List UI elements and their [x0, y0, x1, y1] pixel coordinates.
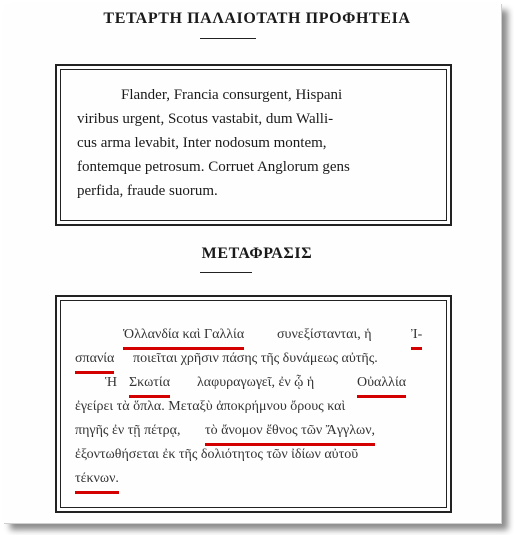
underlined-phrase: τέκνων. — [75, 467, 119, 494]
greek-text-run: ποιεῖται χρῆσιν πάσης τῆς δυνάμεως αὐτῆς. — [133, 351, 378, 366]
underlined-phrase: σπανία — [75, 347, 114, 374]
latin-prophecy-box — [55, 64, 452, 226]
greek-line — [75, 323, 439, 347]
greek-text — [75, 323, 439, 491]
latin-text — [77, 83, 437, 203]
underlined-phrase: τὸ ἄνομον ἔθνος τῶν Ἄγγλων, — [205, 419, 375, 446]
greek-text-run: ἐγείρει τὰ ὅπλα. Μεταξὺ ἀποκρήμνου ὄρους καὶ — [75, 399, 346, 414]
underlined-phrase: Οὐαλλία — [357, 371, 406, 398]
greek-text-run: πηγῆς ἐν τῇ πέτρᾳ, — [75, 423, 181, 438]
translation-divider — [200, 272, 252, 273]
greek-line — [75, 419, 439, 443]
greek-line — [75, 467, 439, 491]
greek-translation-box — [55, 295, 452, 513]
latin-line: cus arma levabit, Inter nodosum montem, — [77, 135, 327, 151]
greek-line — [75, 371, 439, 395]
latin-line: fontemque petrosum. Corruet Anglorum gens — [77, 159, 350, 175]
greek-line — [75, 443, 439, 467]
greek-text-run: συνεξίστανται, ἡ — [277, 327, 372, 342]
underlined-phrase: Σκωτία — [129, 371, 170, 398]
greek-line — [75, 395, 439, 419]
latin-line: Flander, Francia consurgent, Hispani — [121, 87, 343, 103]
underlined-phrase: Ὁλλανδία καὶ Γαλλία — [123, 323, 244, 350]
translation-heading: ΜΕΤΑΦΡΑΣΙΣ — [201, 245, 313, 262]
greek-text-run: λαφυραγωγεῖ, ἐν ᾧ ἡ — [197, 375, 315, 390]
heading-divider — [200, 38, 256, 39]
underlined-phrase: Ἰ- — [411, 323, 422, 350]
latin-line: perfida, fraude suorum. — [77, 183, 218, 199]
latin-line: viribus urgent, Scotus vastabit, dum Walli- — [77, 111, 334, 127]
greek-text-run: ἐξοντωθήσεται ἐκ τῆς δολιότητος τῶν ἰδίων αὐτοῦ — [75, 447, 359, 462]
page-heading: ΤΕΤΑΡΤΗ ΠΑΛΑΙΟΤΑΤΗ ΠΡΟΦΗΤΕΙΑ — [103, 10, 411, 27]
greek-text-run: Ἡ — [105, 375, 118, 390]
greek-line — [75, 347, 439, 371]
